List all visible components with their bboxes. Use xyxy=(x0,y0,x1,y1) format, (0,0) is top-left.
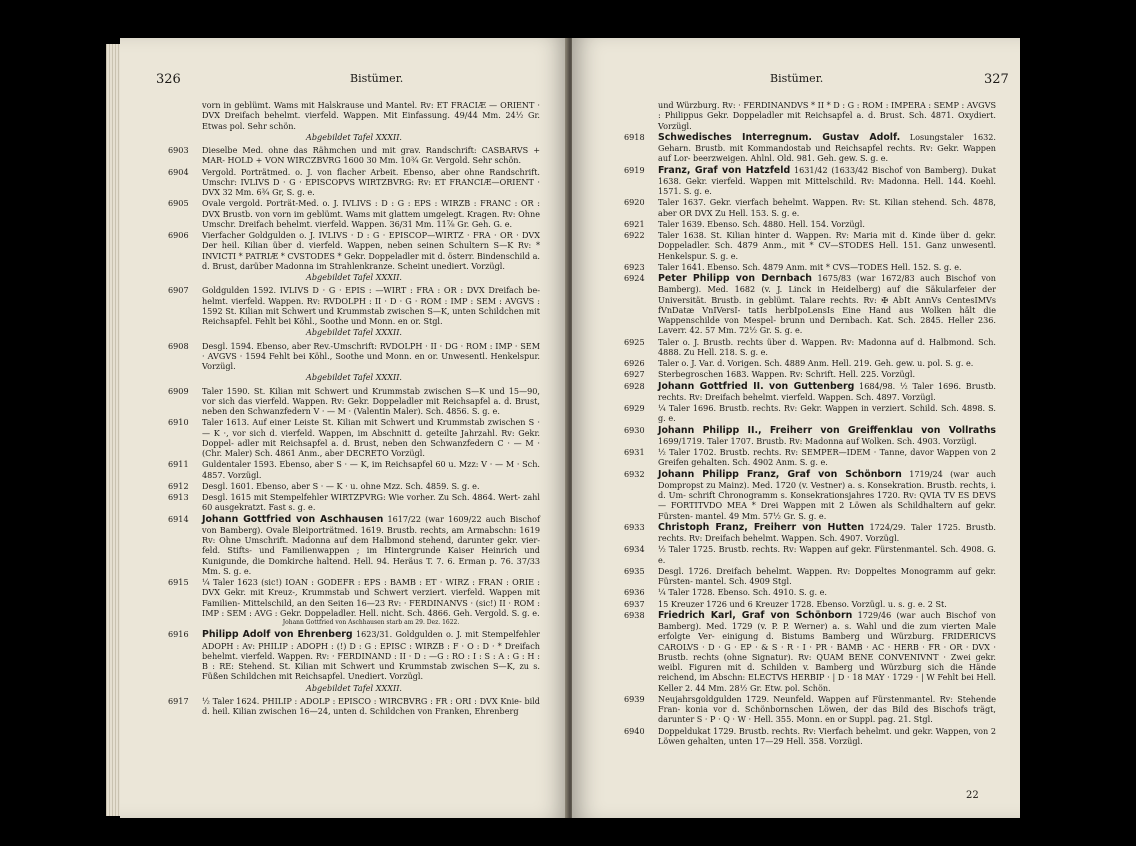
lot-number: 6936 xyxy=(624,587,645,598)
ruler-heading: Christoph Franz, Freiherr von Hutten xyxy=(658,521,865,533)
left-column xyxy=(168,100,540,717)
entry-text: ½ Taler 1624. PHILIP : ADOLP : EPISCO : WIRCBVRG : FR : ORI : DVX Knie- bild d. heil. Kilian zwischen 16—24, unten d. Schildchen von Franken, Ehrenberg xyxy=(202,695,540,716)
page-number: 326 xyxy=(156,72,181,87)
entry-text: 1675/83 (war 1672/83 auch Bischof von Bamberg). Med. 1682 (v. J. Linck in Heidelberg) auf die Säkularfeier der Universität. Brustb. in geblümt. Talare rechts. Rv: ✠ AbIt AnnVs CentesIMVs fVnDatæ VnIVersI- tatIs herbIpoLensIs Eine Hand aus Wolken hält die Wappenschilde von Mespel- brunn und Dernbach. Kat. Sch. 2845. Heller 236. Laverr. 42. 57 Mm. 72½ Gr. S. g. e. xyxy=(658,273,996,336)
entry-note: Johann Gottfried von Aschhausen starb am 29. Dez. 1622. xyxy=(282,619,460,626)
entry-text: Goldgulden 1592. IVLIVS D · G · EPIS : —WIRT : FRA : OR : DVX Dreifach be- helmt. vierfeld. Wappen. Rv: RVDOLPH : II · D · G · ROM : IMP : SEM : AVGVS : 1592 St. Kilian mit Schwert und Krummstab zwischen S—K, unten Schildchen mit Reichsapfel. Fehlt bei Köhl., Soothe und Monn. en or. Stgl. xyxy=(202,285,540,326)
plate-caption: Abgebildet Tafel XXXII. xyxy=(306,372,402,383)
catalog-entry xyxy=(624,522,996,544)
lot-number: 6912 xyxy=(168,480,189,491)
catalog-entry xyxy=(168,145,540,166)
lot-number: 6916 xyxy=(168,629,189,640)
ruler-heading: Johann Philipp II., Freiherr von Greiffenklau von Vollraths xyxy=(658,424,996,436)
catalog-entry xyxy=(624,544,996,565)
catalog-entry xyxy=(624,230,996,261)
entry-text: Doppeldukat 1729. Brustb. rechts. Rv: Vierfach behelmt. und gekr. Wappen, von 2 Löwen gehalten, unten 17—29 Hell. 358. Vorzügl. xyxy=(658,725,996,746)
entry-text: 1617/22 (war 1609/22 auch Bischof von Bamberg). Ovale Bleiporträtmed. 1619. Brustb. rechts, am Armabschn: 1619 Rv: Ohne Umschrift. Madonna auf dem Halbmond stehend, darunter gekr. vier- feld. Stifts- und Familienwappen ; im Hintergrunde Kaiser Heinrich und Kunigunde, die Domkirche haltend. Hell. 94. Heräus T. 7. 6. Erman p. 76. 37/33 Mm. S. g. e. xyxy=(202,513,540,576)
page-edges xyxy=(106,44,120,816)
catalog-entry xyxy=(624,447,996,468)
lot-number: 6910 xyxy=(168,417,189,428)
lot-number: 6939 xyxy=(624,693,645,704)
lot-number: 6921 xyxy=(624,218,645,229)
entry-text: Taler 1639. Ebenso. Sch. 4880. Hell. 154. Vorzügl. xyxy=(658,218,865,229)
lot-number: 6909 xyxy=(168,385,189,396)
entry-text: und Würzburg. Rv: · FERDINANDVS * II * D : G : ROM : IMPERA : SEMP : AVGVS : Philippus Gekr. Doppeladler mit Reichsapfel a. d. Brust. Sch. 4871. Oxydiert. Vorzügl. xyxy=(658,100,996,131)
lot-number: 6928 xyxy=(624,380,645,391)
lot-number: 6908 xyxy=(168,340,189,351)
lot-number: 6907 xyxy=(168,285,189,296)
catalog-entry xyxy=(624,197,996,218)
running-head: Bistümer. xyxy=(770,72,824,85)
catalog-entry xyxy=(624,566,996,587)
lot-number: 6934 xyxy=(624,544,645,555)
entry-text: 1684/98. ½ Taler 1696. Brustb. rechts. Rv: Dreifach behelmt. vierfeld. Wappen. Sch. 4897. Vorzügl. xyxy=(658,380,996,402)
ruler-heading: Schwedisches Interregnum. Gustav Adolf. xyxy=(658,131,901,143)
plate-caption: Abgebildet Tafel XXXII. xyxy=(306,327,402,338)
catalog-entry xyxy=(624,381,996,403)
page-number: 327 xyxy=(984,72,1009,87)
running-head: Bistümer. xyxy=(350,72,404,85)
entry-text: Vierfacher Goldgulden o. J. IVLIVS · D : G · EPISCOP—WIRTZ · FRA · OR · DVX Der heil. Kilian über d. vierfeld. Wappen, neben seinen Schultern S—K Rv: * INVICTI * PATRIÆ * CVSTODES * Gekr. Doppeladler mit d. österr. Bindenschild a. d. Brust, darüber Madonna im Strahlenkranze. Scheint unediert. Vorzügl. xyxy=(202,230,540,271)
lot-number: 6913 xyxy=(168,492,189,502)
ruler-heading: Franz, Graf von Hatzfeld xyxy=(658,164,791,176)
right-column xyxy=(624,100,996,747)
catalog-entry xyxy=(624,469,996,521)
entry-text: Desgl. 1615 mit Stempelfehler WIRTZPVRG: Wie vorher. Zu Sch. 4864. Wert- zahl 60 ausgekratzt. Fast s. g. e. xyxy=(202,492,540,513)
lot-number: 6919 xyxy=(624,164,645,175)
ruler-heading: Philipp Adolf von Ehrenberg xyxy=(202,629,353,641)
lot-number: 6938 xyxy=(624,609,645,620)
lot-number: 6925 xyxy=(624,336,645,347)
lot-number: 6906 xyxy=(168,230,189,240)
catalog-entry xyxy=(624,425,996,447)
entry-text: Desgl. 1726. Dreifach behelmt. Wappen. Rv: Doppeltes Monogramm auf gekr. Fürsten- mantel. Sch. 4909 Stgl. xyxy=(658,565,996,586)
lot-number: 6933 xyxy=(624,521,645,532)
lot-number: 6914 xyxy=(168,513,189,524)
catalog-entry xyxy=(624,219,996,229)
entry-text: 1729/46 (war auch Bischof von Bamberg). Med. 1729 (v. P. P. Werner) a. s. Wahl und die zum vierten Male erfolgte Ver- einigung d. Bistums Bamberg und Würzburg. FRIDERICVS CAROLVS · D · G · EP · & S · R · I · PR · BAMB · AC · HERB · FR · OR · DVX · Brustb. rechts (ohne Signatur). Rv: QUAM BENE CONVENIVNT · Zwei gekr. weibl. Figuren mit d. Schilden v. Bamberg und Würzburg sich die Hände reichend, im Abschn: ELECTVS HERBIP · | D · 18 MAY · 1729 · | W Fehlt bei Hell. Keller 2. 44 Mm. 28½ Gr. Etw. pol. Schön. xyxy=(658,609,996,693)
lot-number: 6922 xyxy=(624,230,645,240)
catalog-entry xyxy=(624,726,996,747)
catalog-entry xyxy=(624,610,996,693)
catalog-entry xyxy=(624,358,996,368)
catalog-entry xyxy=(168,230,540,271)
entry-text: vorn in geblümt. Wams mit Halskrause und Mantel. Rv: ET FRACIÆ — ORIENT · DVX Dreifach behelmt. vierfeld. Wappen. Mit Einfassung. 49/44 Mm. 24½ Gr. Etwas pol. Sehr schön. xyxy=(202,100,540,131)
plate-caption: Abgebildet Tafel XXXII. xyxy=(306,272,402,282)
lot-number: 6905 xyxy=(168,198,189,209)
catalog-entry xyxy=(168,100,540,131)
catalog-entry xyxy=(168,514,540,577)
entry-text: Vergold. Porträtmed. o. J. von flacher Arbeit. Ebenso, aber ohne Randschrift. Umschr: IVLIVS D · G · EPISCOPVS WIRTZBVRG: Rv: ET FRANCIÆ—ORIENT · DVX 32 Mm. 6¾ Gr, S. g. e. xyxy=(202,166,540,197)
left-page xyxy=(120,38,568,818)
signature-number: 22 xyxy=(966,790,979,801)
lot-number: 6911 xyxy=(168,459,189,470)
ruler-heading: Johann Philipp Franz, Graf von Schönborn xyxy=(658,468,902,480)
catalog-entry xyxy=(168,386,540,417)
entry-text: ½ Taler 1725. Brustb. rechts. Rv: Wappen auf gekr. Fürstenmantel. Sch. 4908. G. e. xyxy=(658,544,996,565)
entry-text: 15 Kreuzer 1726 und 6 Kreuzer 1728. Ebenso. Vorzügl. u. s. g. e. 2 St. xyxy=(658,598,947,609)
entry-text: Taler 1590. St. Kilian mit Schwert und Krummstab zwischen S—K und 15—90, vor sich das vierfeld. Wappen. Rv: Gekr. Doppeladler mit Reichsapfel a. d. Brust, neben den Schwanzfedern V · — M · (Valentin Maler). Sch. 4856. S. g. e. xyxy=(202,385,540,416)
entry-text: ¼ Taler 1728. Ebenso. Sch. 4910. S. g. e. xyxy=(658,587,827,598)
entry-text: 1699/1719. Taler 1707. Brustb. Rv: Madonna auf Wolken. Sch. 4903. Vorzügl. xyxy=(658,435,977,446)
entry-text: Taler 1638. St. Kilian hinter d. Wappen. Rv: Maria mit d. Kinde über d. gekr. Doppeladler. Sch. 4879 Anm., mit * CV—STODES Hell. 151. Ganz unwesentl. Henkelspur. S. g. e. xyxy=(658,230,996,261)
entry-text: ¼ Taler 1696. Brustb. rechts. Rv: Gekr. Wappen in verziert. Schild. Sch. 4898. S. g. e. xyxy=(658,403,996,424)
catalog-entry xyxy=(168,481,540,491)
catalog-entry xyxy=(624,273,996,336)
lot-number: 6924 xyxy=(624,273,645,283)
entry-text: 1719/24 (war auch Dompropst zu Mainz). Med. 1720 (v. Vestner) a. s. Konsekration. Brustb. rechts, i. d. Um- schrift Chronogramm s. Konsekrationsjahres 1720. Rv: QVIA TV ES DEVS— FORTITVDO MEA * Drei Wappen mit 2 Löwen als Schildhaltern auf gekr. Fürsten- mantel. 49 Mm. 57½ Gr. S. g. e. xyxy=(658,468,997,521)
catalog-entry xyxy=(624,132,996,164)
catalog-entry xyxy=(168,459,540,480)
lot-number: 6917 xyxy=(168,695,189,706)
lot-number: 6929 xyxy=(624,403,645,413)
lot-number: 6904 xyxy=(168,166,189,177)
entry-text: Taler o. J. Var. d. Vorigen. Sch. 4889 Anm. Hell. 219. Geh. gew. u. pol. S. g. e. xyxy=(658,358,974,368)
entry-text: Taler 1641. Ebenso. Sch. 4879 Anm. mit * CVS—TODES Hell. 152. S. g. e. xyxy=(658,261,962,272)
lot-number: 6926 xyxy=(624,358,645,368)
lot-number: 6927 xyxy=(624,369,645,380)
catalog-entry xyxy=(624,165,996,197)
entry-text: Neujahrsgoldgulden 1729. Neunfeld. Wappen auf Fürstenmantel. Rv: Stehende Fran- konia vor d. Schönbornschen Löwen, der das Bild des Bischofs trägt, darunter S · P · Q · W · Hell. 355. Monn. en or Suppl. pag. 21. Stgl. xyxy=(658,693,996,725)
catalog-entry xyxy=(168,577,540,628)
catalog-entry xyxy=(624,100,996,131)
book-spread xyxy=(120,38,1020,818)
ruler-heading: Johann Gottfried II. von Guttenberg xyxy=(658,380,855,392)
lot-number: 6903 xyxy=(168,145,189,155)
catalog-entry xyxy=(168,696,540,717)
catalog-entry xyxy=(168,198,540,229)
lot-number: 6935 xyxy=(624,565,645,576)
entry-text: Desgl. 1601. Ebenso, aber S · — K · u. ohne Mzz. Sch. 4859. S. g. e. xyxy=(202,480,480,491)
catalog-entry xyxy=(624,587,996,597)
plate-caption: Abgebildet Tafel XXXII. xyxy=(306,682,402,693)
catalog-entry xyxy=(168,285,540,326)
ruler-heading: Peter Philipp von Dernbach xyxy=(658,273,812,284)
entry-text: ½ Taler 1702. Brustb. rechts. Rv: SEMPER—IDEM · Tanne, davor Wappen von 2 Greifen gehalten. Sch. 4902 Anm. S. g. e. xyxy=(658,447,996,468)
lot-number: 6940 xyxy=(624,725,645,736)
entry-text: Guldentaler 1593. Ebenso, aber S · — K, im Reichsapfel 60 u. Mzz: V · — M · Sch. 4857. Vorzügl. xyxy=(202,459,540,480)
lot-number: 6937 xyxy=(624,598,645,609)
entry-text: Taler o. J. Brustb. rechts über d. Wappen. Rv: Madonna auf d. Halbmond. Sch. 4888. Zu Hell. 218. S. g. e. xyxy=(658,336,996,357)
catalog-entry xyxy=(168,629,540,681)
ruler-heading: Johann Gottfried von Aschhausen xyxy=(202,513,384,525)
lot-number: 6923 xyxy=(624,261,645,272)
plate-caption: Abgebildet Tafel XXXII. xyxy=(306,131,402,142)
catalog-entry xyxy=(168,167,540,198)
catalog-entry xyxy=(168,341,540,372)
catalog-entry xyxy=(624,403,996,424)
entry-text: 1724/29. Taler 1725. Brustb. rechts. Rv: Dreifach behelmt. Wappen. Sch. 4907. Vorzügl. xyxy=(658,521,996,543)
ruler-heading: Friedrich Karl, Graf von Schönborn xyxy=(658,609,853,621)
lot-number: 6932 xyxy=(624,468,645,479)
catalog-entry xyxy=(168,417,540,458)
entry-text: Sterbegroschen 1683. Wappen. Rv: Schrift. Hell. 225. Vorzügl. xyxy=(658,369,916,380)
lot-number: 6918 xyxy=(624,131,645,142)
entry-text: Ovale vergold. Porträt-Med. o. J. IVLIVS : D : G : EPS : WIRZB : FRANC : OR : DVX Brustb. von vorn im geblümt. Wams mit glattem umgelegt. Kragen. Rv: Ohne Umschr. Dreifach behelmt. vierfeld. Wappen. 36/31 Mm. 11⅞ Gr. Geh. G. e. xyxy=(202,198,540,229)
entry-text: Losungstaler 1632. Geharn. Brustb. mit Kommandostab und Reichsapfel rechts. Rv: Gekr. Wappen auf Lor- beerzweigen. Ahlnl. Old. 981. Geh. gew. S. g. e. xyxy=(658,131,996,164)
entry-text: Dieselbe Med. ohne das Rähmchen und mit grav. Randschrift: CASBARVS + MAR- HOLD + VON WIRCZBVRG 1600 30 Mm. 10¾ Gr. Vergold. Sehr schön. xyxy=(202,145,540,166)
catalog-entry xyxy=(624,262,996,272)
entry-text: Desgl. 1594. Ebenso, aber Rev.-Umschrift: RVDOLPH · II · DG · ROM : IMP · SEM · AVGVS · 1594 Fehlt bei Köhl., Soothe und Monn. en or. Unwesentl. Henkelspur. Vorzügl. xyxy=(202,340,540,371)
catalog-entry xyxy=(624,694,996,725)
entry-text: Taler 1613. Auf einer Leiste St. Kilian mit Schwert und Krummstab zwischen S · — K ·, vor sich d. vierfeld. Wappen, im Abschnitt d. geteilte Jahrzahl. Rv: Gekr. Doppel- adler mit Reichsapfel a. d. Brust, neben den Schwanzfedern C · — M · (Chr. Maler) Sch. 4861 Anm., aber DECRETO Vorzügl. xyxy=(202,417,540,458)
entry-text: Taler 1637. Gekr. vierfach behelmt. Wappen. Rv: St. Kilian stehend. Sch. 4878, aber OR DVX Zu Hell. 153. S. g. e. xyxy=(658,197,996,218)
right-page xyxy=(572,38,1020,818)
catalog-entry xyxy=(624,599,996,609)
lot-number: 6931 xyxy=(624,447,645,457)
lot-number: 6915 xyxy=(168,577,189,587)
entry-text: 1631/42 (1633/42 Bischof von Bamberg). Dukat 1638. Gekr. vierfeld. Wappen mit Mittelschild. Rv: Madonna. Hell. 144. Koehl. 1571. S. g. e. xyxy=(658,164,996,196)
entry-text: 1623/31. Goldgulden o. J. mit Stempelfehler ADOPH : Av: PHILIP : ADOPH : (!) D : G : EPISC : WIRZB : F · O : D · * Dreifach behelmt. vierfeld. Wappen. Rv: · FERDINAND : II · D : —G : RO : I : S : A : G : H : B : RE: Stehend. St. Kilian mit Schwert und Krummstab zwischen S—K, zu s. Füßen Schildchen mit Reichsapfel. Unediert. Vorzügl. xyxy=(202,629,540,682)
catalog-entry xyxy=(624,369,996,379)
entry-text: ¼ Taler 1623 (sic!) IOAN : GODEFR : EPS : BAMB : ET · WIRZ : FRAN : ORIE : DVX Gekr. mit Kreuz-, Krummstab und Schwert verziert. vierfeld. Wappen mit Familien- Mittelschild, an den Seiten 16—23 Rv: · FERDINANVS · (sic!) II · ROM : IMP : SEM : AVG : Gekr. Doppeladler. Hell. nicht. Sch. 4866. Geh. Vergold. S. g. e. xyxy=(202,577,540,618)
catalog-entry xyxy=(168,492,540,513)
lot-number: 6930 xyxy=(624,424,645,435)
catalog-entry xyxy=(624,337,996,358)
lot-number: 6920 xyxy=(624,197,645,208)
